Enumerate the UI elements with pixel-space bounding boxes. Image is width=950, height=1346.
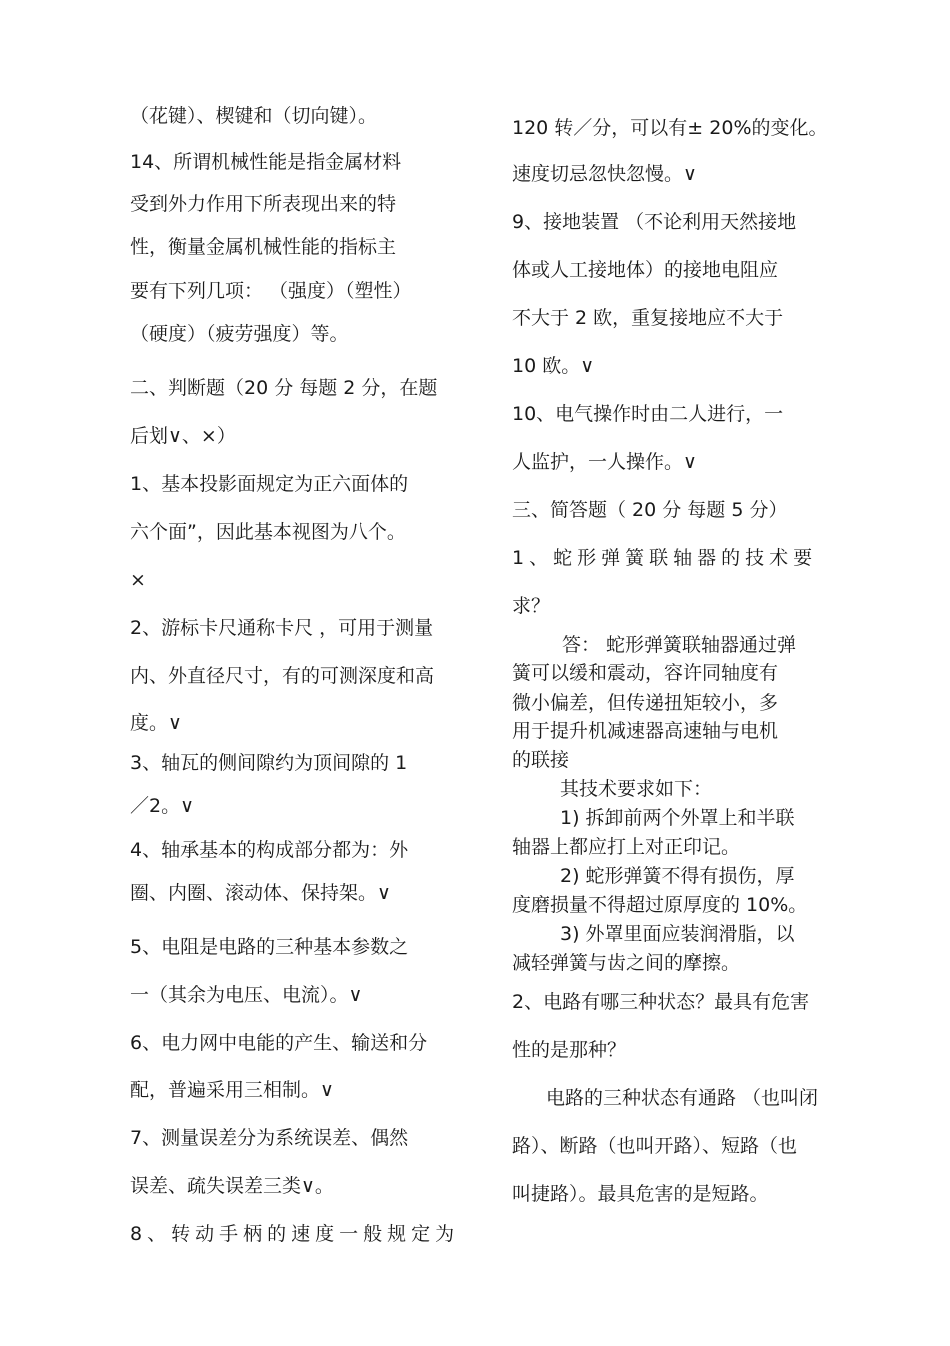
left-line: 误差、疏失误差三类∨。 (130, 1175, 334, 1197)
right-line: 10、电气操作时由二人进行，一 (512, 403, 784, 425)
left-line: （硬度）（疲劳强度）等。 (130, 323, 349, 345)
right-line: 120 转／分，可以有± 20%的变化。 (512, 117, 828, 139)
right-line: 不大于 2 欧，重复接地应不大于 (512, 307, 784, 329)
left-line: 要有下列几项： （强度）（塑性） (130, 280, 412, 302)
left-line: 8、转动手柄的速度一般规定为 (130, 1223, 460, 1245)
left-line: 7、测量误差分为系统误差、偶然 (130, 1127, 409, 1149)
right-line: 用于提升机减速器高速轴与电机 (512, 720, 779, 742)
right-line: 性的是那种？ (512, 1039, 627, 1061)
left-line: 受到外力作用下所表现出来的特 (130, 193, 397, 215)
right-line: 1) 拆卸前两个外罩上和半联 (560, 807, 795, 829)
left-line: 性，衡量金属机械性能的指标主 (130, 236, 397, 258)
right-line: 的联接 (512, 749, 570, 771)
right-line: 微小偏差，但传递扭矩较小，多 (512, 692, 779, 714)
right-line: 其技术要求如下： (560, 778, 713, 800)
left-line: （花键）、楔键和（切向键）。 (130, 105, 378, 127)
right-line: 人监护，一人操作。∨ (512, 451, 697, 473)
left-line: ／2。∨ (130, 795, 194, 817)
right-line: 2、电路有哪三种状态？最具有危害 (512, 991, 810, 1013)
left-line: 5、电阻是电路的三种基本参数之 (130, 936, 409, 958)
left-line: 六个面”，因此基本视图为八个。 (130, 521, 406, 543)
left-line: 圈、内圈、滚动体、保持架。∨ (130, 882, 391, 904)
right-line: 1、蛇形弹簧联轴器的技术要 (512, 547, 818, 569)
left-line: × (130, 569, 146, 591)
left-line: 4、轴承基本的构成部分都为：外 (130, 839, 409, 861)
right-line: 电路的三种状态有通路 （也叫闭 (546, 1087, 819, 1109)
left-line: 度。∨ (130, 712, 182, 734)
right-line: 簧可以缓和震动，容许同轴度有 (512, 662, 779, 684)
right-line: 求？ (512, 595, 551, 617)
left-line: 内、外直径尺寸，有的可测深度和高 (130, 665, 435, 687)
left-line: 6、电力网中电能的产生、输送和分 (130, 1032, 428, 1054)
right-line: 路）、断路（也叫开路）、短路（也 (512, 1135, 798, 1157)
left-line: 2、游标卡尺通称卡尺 ，可用于测量 (130, 617, 434, 639)
right-line: 答： 蛇形弹簧联轴器通过弹 (562, 634, 797, 656)
left-line: 3、轴瓦的侧间隙约为顶间隙的 1 (130, 752, 408, 774)
right-line: 3) 外罩里面应装润滑脂，以 (560, 923, 795, 945)
left-line: 1、基本投影面规定为正六面体的 (130, 473, 409, 495)
right-line: 9、接地装置 （不论利用天然接地 (512, 211, 797, 233)
right-line: 减轻弹簧与齿之间的摩擦。 (512, 952, 741, 974)
right-line: 轴器上都应打上对正印记。 (512, 836, 741, 858)
right-line: 叫捷路）。最具危害的是短路。 (512, 1183, 769, 1205)
left-line: 二、判断题（20 分 每题 2 分，在题 (130, 377, 438, 399)
right-line: 度磨损量不得超过原厚度的 10%。 (512, 894, 808, 916)
left-line: 配，普遍采用三相制。∨ (130, 1079, 334, 1101)
right-line: 三、简答题（ 20 分 每题 5 分） (512, 499, 788, 521)
left-line: 后划∨、×） (130, 425, 236, 447)
right-line: 10 欧。∨ (512, 355, 595, 377)
left-line: 14、所谓机械性能是指金属材料 (130, 151, 402, 173)
right-line: 2) 蛇形弹簧不得有损伤，厚 (560, 865, 795, 887)
left-line: 一（其余为电压、电流）。∨ (130, 984, 363, 1006)
right-line: 速度切忌忽快忽慢。∨ (512, 163, 697, 185)
right-line: 体或人工接地体）的接地电阻应 (512, 259, 779, 281)
